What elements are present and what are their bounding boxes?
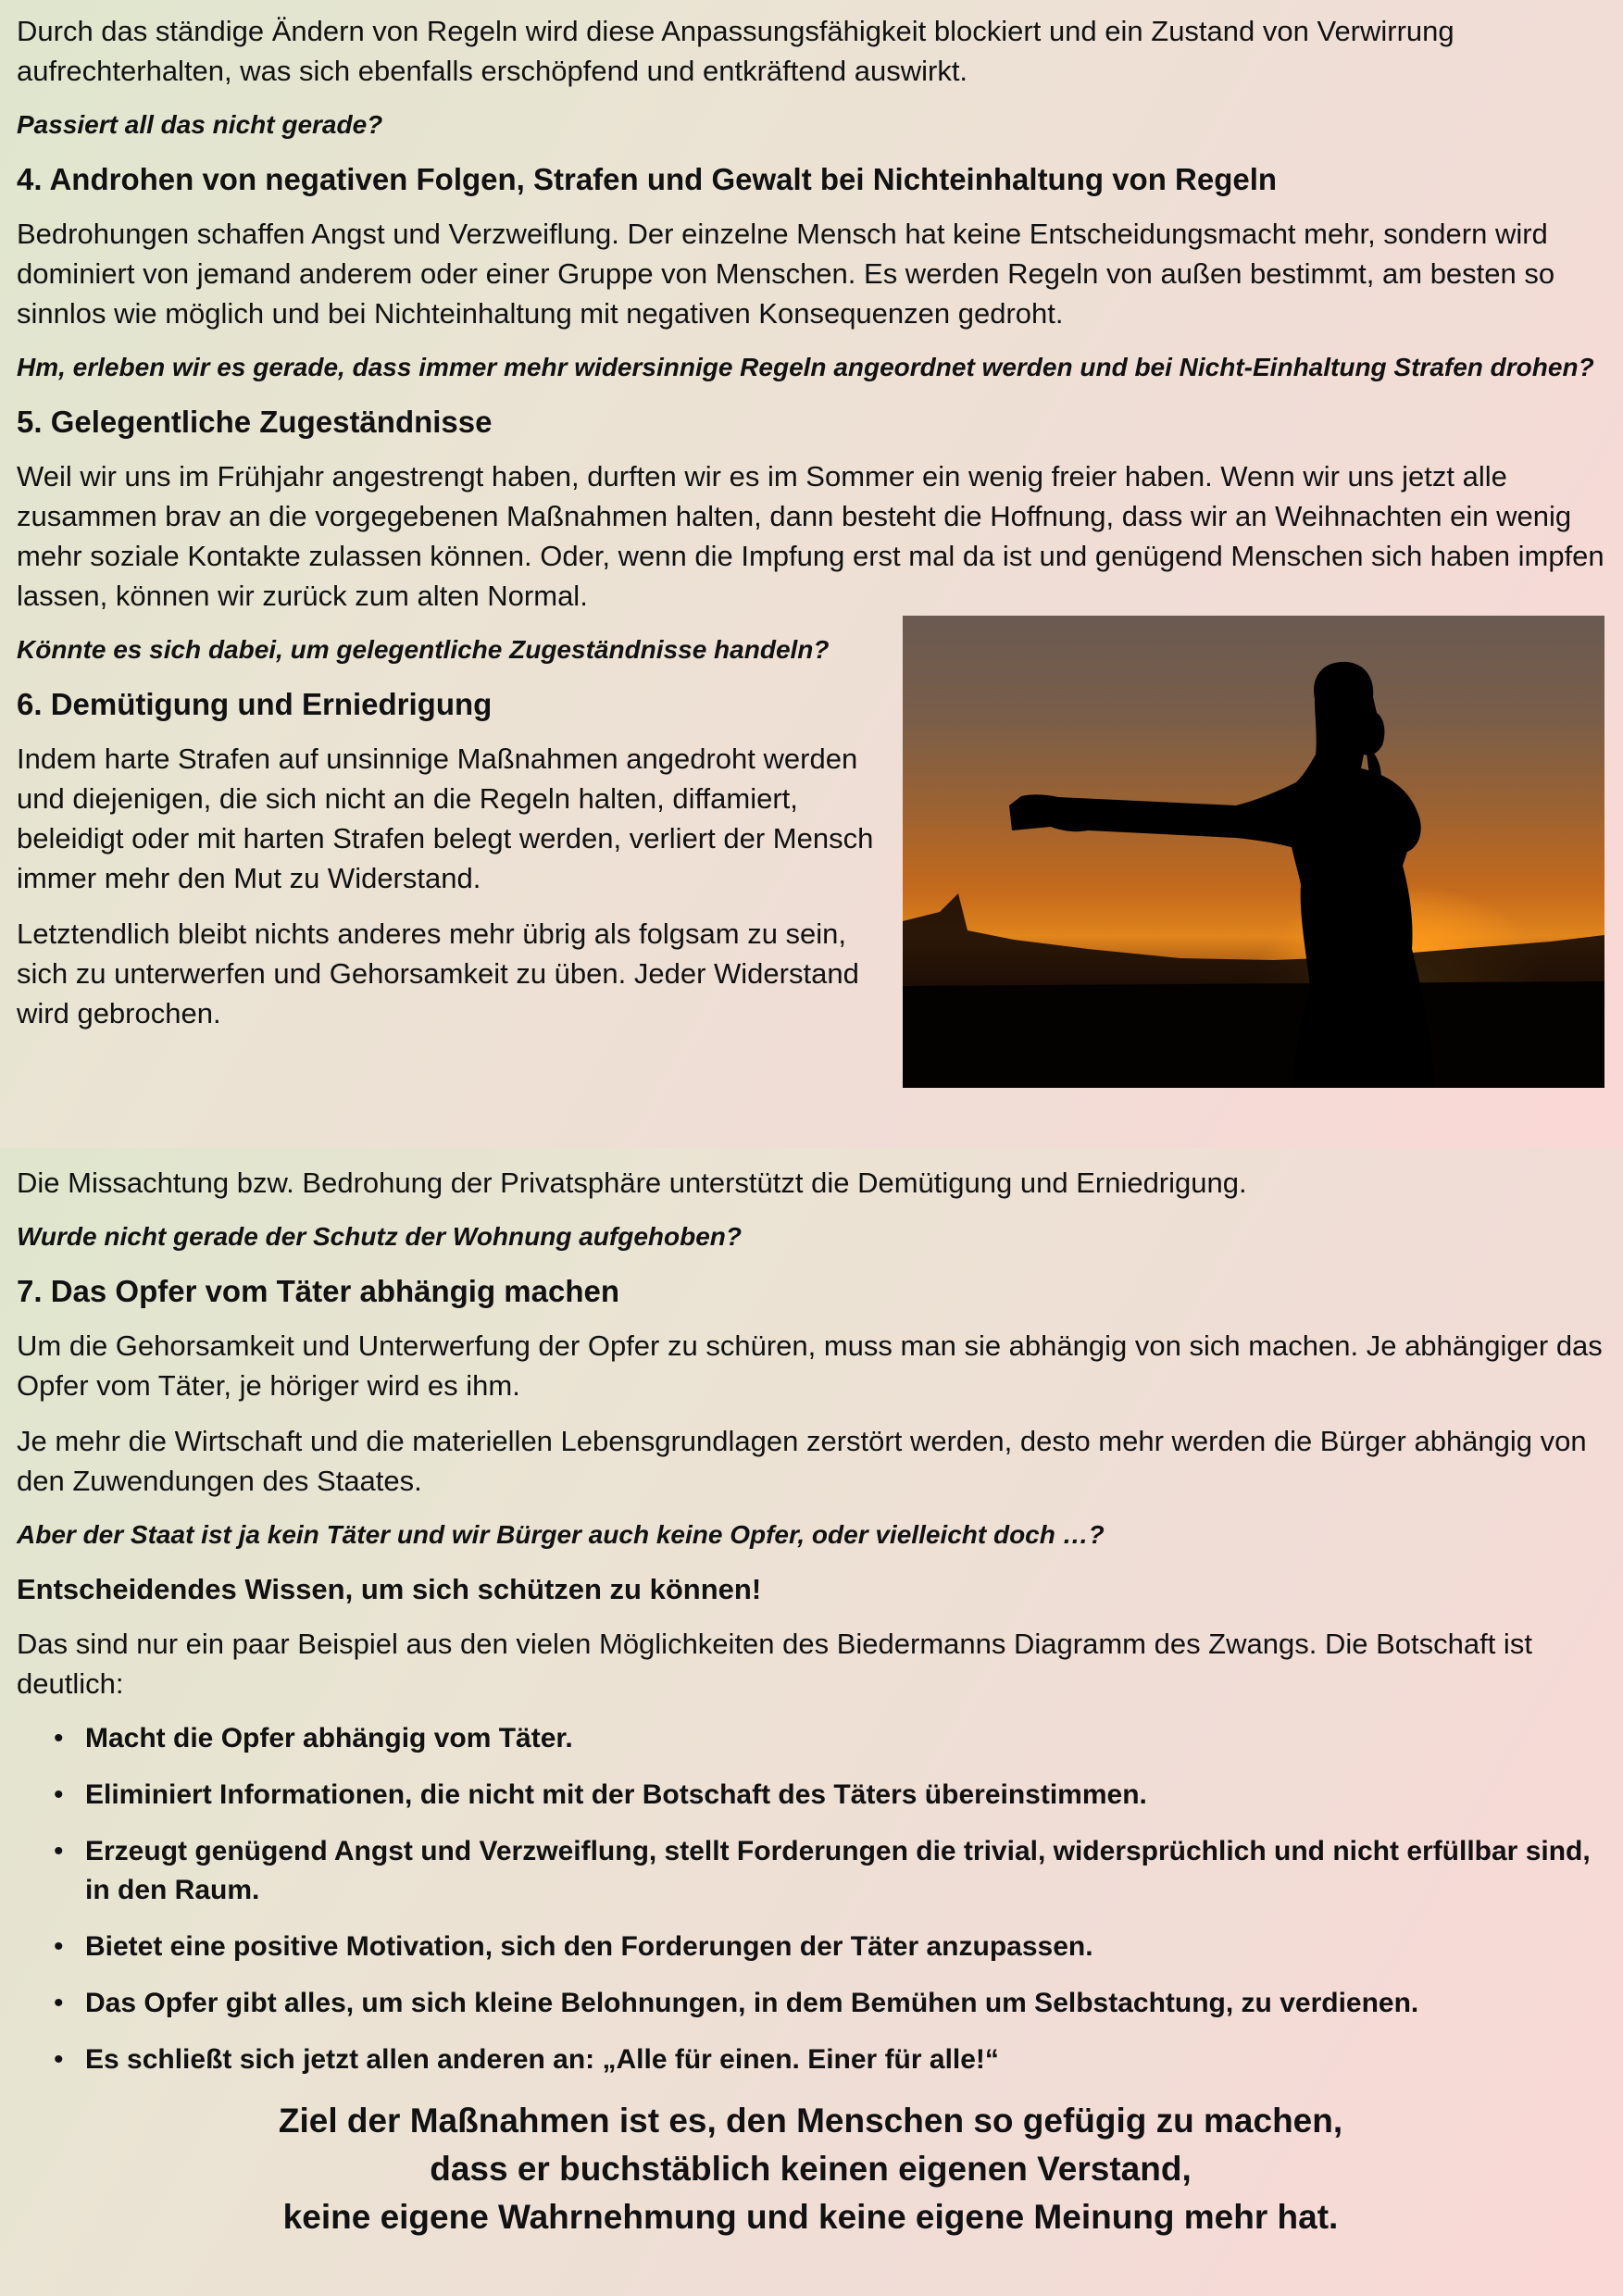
intro-paragraph: Durch das ständige Ändern von Regeln wird diese Anpassungsfähigkeit blockiert und ein Zustand von Verwirrung aufrechterhalten, was sich ebenfalls erschöpfend und entkräftend auswirkt. <box>17 15 1454 87</box>
summary-paragraph: Das sind nur ein paar Beispiel aus den vielen Möglichkeiten des Biedermanns Diagramm des Zwangs. Die Botschaft ist deutlich: <box>17 1628 1532 1700</box>
closing-line-3: keine eigene Wahrnehmung und keine eigene Meinung mehr hat. <box>282 2198 1339 2236</box>
paragraph-6c: Die Missachtung bzw. Bedrohung der Privatsphäre unterstützt die Demütigung und Erniedrigung. <box>17 1167 1247 1199</box>
paragraph-5: Weil wir uns im Frühjahr angestrengt haben, durften wir es im Sommer ein wenig freier haben. Wenn wir uns jetzt alle zusammen brav an die vorgegebenen Maßnahmen halten, dann besteht die Hoffnung, dass wir an Weihnachten ein wenig mehr soziale Kontakte zulassen können. Oder, wenn die Impfung erst mal da ist und genügend Menschen sich haben impfen lassen, können wir zurück zum alten Normal. <box>17 460 1604 612</box>
article-section-2 <box>0 1148 1623 2296</box>
paragraph-6a: Indem harte Strafen auf unsinnige Maßnahmen angedroht werden und diejenigen, die sich nicht an die Regeln halten, diffamiert, beleidigt oder mit harten Strafen belegt werden, verliert der Mensch immer mehr den Mut zu Widerstand. <box>17 742 874 894</box>
question-6: Wurde nicht gerade der Schutz der Wohnung aufgehoben? <box>17 1222 742 1251</box>
closing-statement <box>17 2097 1604 2241</box>
list-item: • Erzeugt genügend Angst und Verzweiflung, stellt Forderungen die trivial, widersprüchlich und nicht erfüllbar sind, in den Raum. <box>17 1832 1604 1910</box>
question-5: Könnte es sich dabei, um gelegentliche Zugeständnisse handeln? <box>17 635 830 664</box>
list-item: • Macht die Opfer abhängig vom Täter. <box>17 1719 1604 1758</box>
heading-5: 5. Gelegentliche Zugeständnisse <box>17 405 493 439</box>
paragraph-6b: Letztendlich bleibt nichts anderes mehr übrig als folgsam zu sein, sich zu unterwerfen und Gehorsamkeit zu üben. Jeder Widerstand wird gebrochen. <box>17 917 859 1029</box>
article-content-1 <box>17 11 1604 1099</box>
paragraph-7b: Je mehr die Wirtschaft und die materiellen Lebensgrundlagen zerstört werden, desto mehr werden die Bürger abhängig von den Zuwendungen des Staates. <box>17 1425 1587 1497</box>
heading-7: 7. Das Opfer vom Täter abhängig machen <box>17 1274 620 1308</box>
heading-6: 6. Demütigung und Erniedrigung <box>17 687 493 721</box>
list-item: • Eliminiert Informationen, die nicht mit der Botschaft des Täters übereinstimmen. <box>17 1776 1604 1815</box>
message-list <box>17 1719 1604 2079</box>
paragraph-4: Bedrohungen schaffen Angst und Verzweiflung. Der einzelne Mensch hat keine Entscheidungsmacht mehr, sondern wird dominiert von jemand anderem oder einer Gruppe von Menschen. Es werden Regeln von außen bestimmt, am besten so sinnlos wie möglich und bei Nichteinhaltung mit negativen Konsequenzen gedroht. <box>17 218 1555 330</box>
list-item: • Das Opfer gibt alles, um sich kleine Belohnungen, in dem Bemühen um Selbstachtung, zu verdienen. <box>17 1984 1604 2023</box>
question-4: Hm, erleben wir es gerade, dass immer mehr widersinnige Regeln angeordnet werden und bei Nicht-Einhaltung Strafen drohen? <box>17 353 1594 381</box>
list-item: • Es schließt sich jetzt allen anderen an: „Alle für einen. Einer für alle!“ <box>17 2040 1604 2079</box>
article-content-2 <box>17 1163 1604 2241</box>
heading-4: 4. Androhen von negativen Folgen, Strafen und Gewalt bei Nichteinhaltung von Regeln <box>17 162 1278 196</box>
sunset-silhouette-photo <box>903 616 1604 1088</box>
paragraph-7a: Um die Gehorsamkeit und Unterwerfung der Opfer zu schüren, muss man sie abhängig von sich machen. Je abhängiger das Opfer vom Täter, je höriger wird es ihm. <box>17 1329 1603 1402</box>
closing-line-2: dass er buchstäblich keinen eigenen Verstand, <box>430 2150 1192 2188</box>
closing-line-1: Ziel der Maßnahmen ist es, den Menschen so gefügig zu machen, <box>278 2102 1343 2140</box>
question-1: Passiert all das nicht gerade? <box>17 110 383 139</box>
question-7: Aber der Staat ist ja kein Täter und wir Bürger auch keine Opfer, oder vielleicht doch …? <box>17 1520 1105 1549</box>
heading-knowledge: Entscheidendes Wissen, um sich schützen zu können! <box>17 1573 762 1605</box>
list-item: • Bietet eine positive Motivation, sich den Forderungen der Täter anzupassen. <box>17 1928 1604 1966</box>
silhouette-graphic <box>903 616 1604 1088</box>
